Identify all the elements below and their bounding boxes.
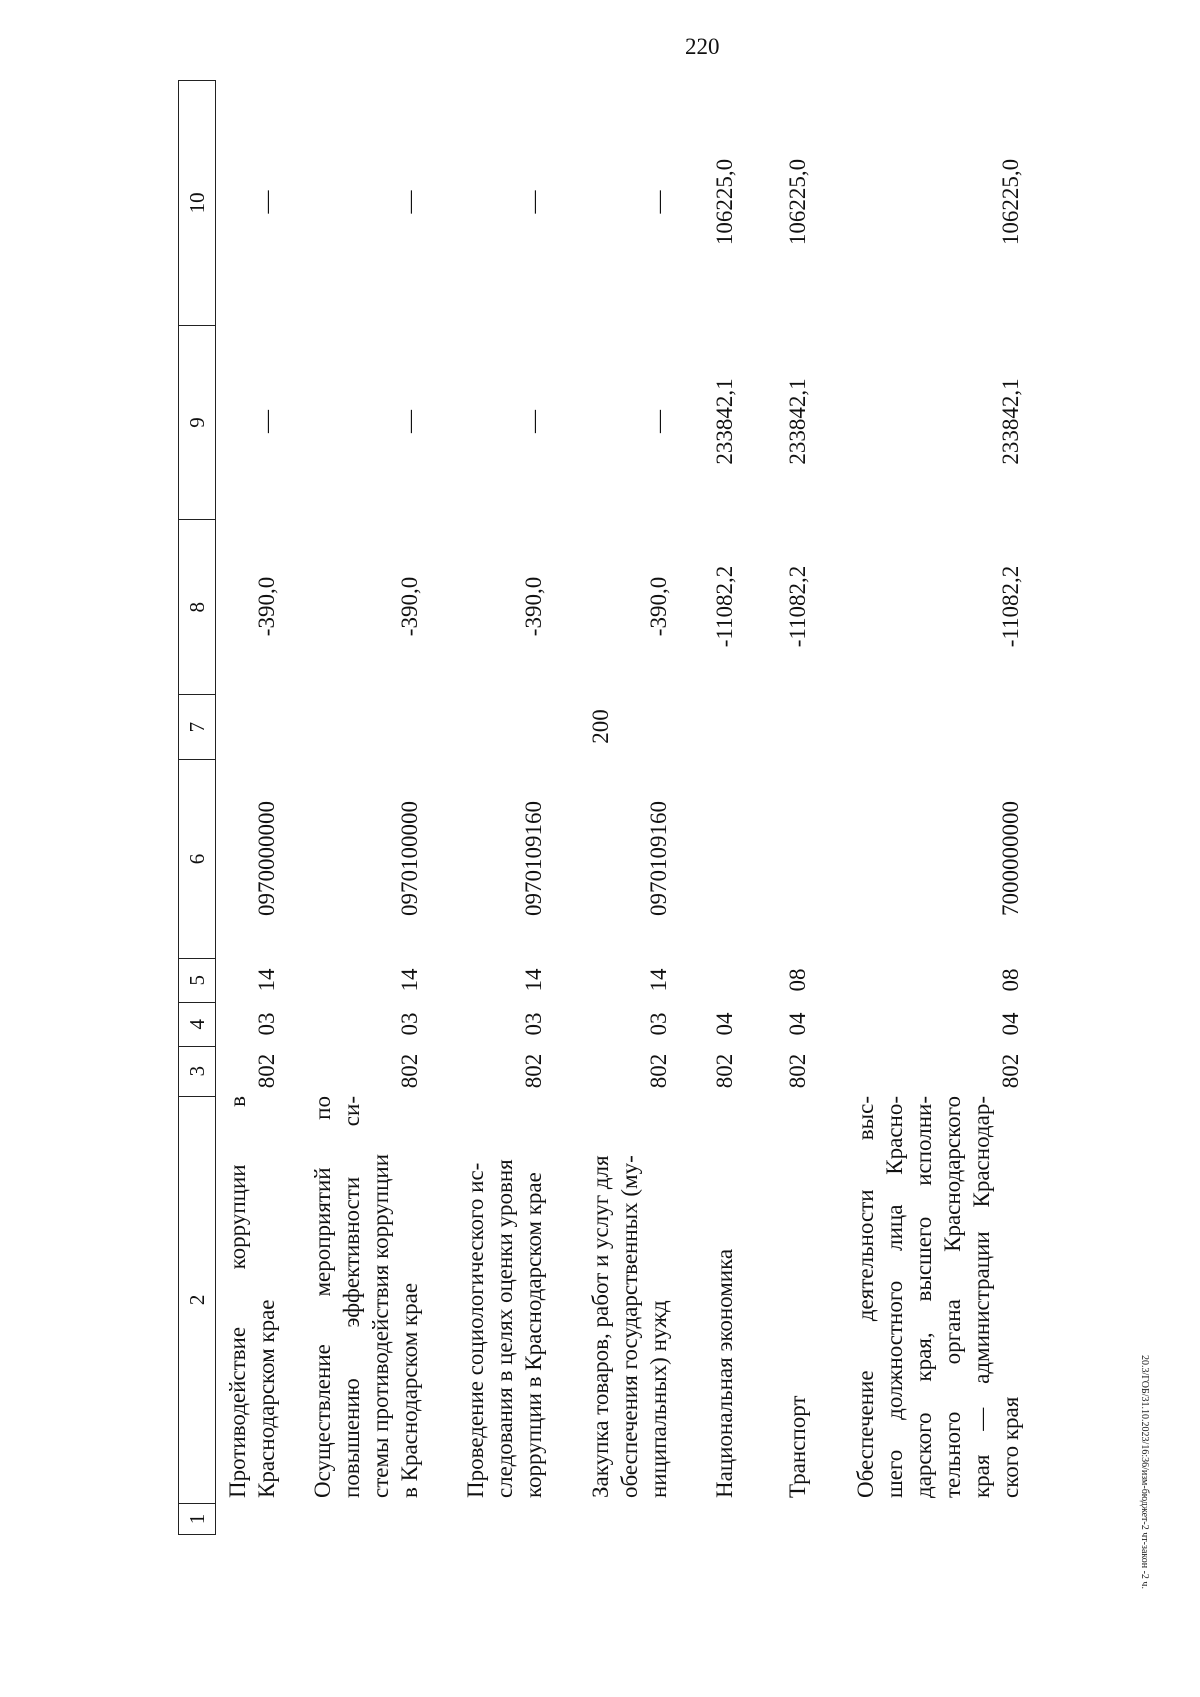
row-name-line: коррупции в Краснодарском крае: [521, 1172, 546, 1498]
cell-col-3: 802: [998, 1053, 1023, 1089]
cell-col-9: —: [521, 410, 546, 433]
cell-col-3: 802: [397, 1053, 422, 1089]
budget-table: [178, 80, 1138, 1535]
cell-col-5: 14: [397, 968, 422, 992]
row-name: [783, 1096, 812, 1498]
cell-col-5: 14: [254, 968, 279, 992]
column-header: 1: [179, 1503, 215, 1534]
cell-col-9: —: [397, 410, 422, 433]
cell-col-8: -11082,2: [998, 565, 1023, 648]
table-header: [178, 80, 216, 1535]
cell-col-3: 802: [521, 1053, 546, 1089]
cell-col-10: —: [646, 190, 671, 214]
cell-col-8: -11082,2: [712, 565, 737, 648]
cell-col-6: 0970109160: [521, 801, 546, 916]
cell-col-10: 106225,0: [998, 158, 1023, 246]
cell-col-8: -390,0: [397, 576, 422, 637]
cell-col-4: 03: [521, 1012, 546, 1036]
row-name-line: повышению эффективности си-: [339, 1096, 364, 1498]
cell-col-8: -390,0: [646, 576, 671, 637]
row-name-line: Краснодарском крае: [254, 1299, 279, 1498]
row-name-line: ниципальных) нужд: [646, 1300, 671, 1498]
row-name-line: стемы противодействия коррупции: [368, 1153, 393, 1498]
column-header: 7: [179, 694, 215, 759]
column-header: 3: [179, 1046, 215, 1096]
cell-col-6: 0970000000: [254, 801, 279, 916]
cell-col-9: —: [646, 410, 671, 433]
cell-col-10: —: [397, 190, 422, 214]
document-footer-code: 20.3/ГОБ/31.10.2023/16:36/изм-бюджет-2 чт-закон -2 ч.: [1139, 1355, 1150, 1589]
row-name: [851, 1096, 1025, 1498]
row-name-line: Закупка товаров, работ и услуг для: [588, 1155, 613, 1498]
row-name: [710, 1096, 739, 1498]
row-name-line: края — администрации Краснодар-: [969, 1096, 994, 1498]
cell-col-5: 14: [646, 968, 671, 992]
row-name-line: Транспорт: [785, 1395, 810, 1498]
row-name-line: Осуществление мероприятий по: [310, 1096, 335, 1498]
column-header: 9: [179, 325, 215, 520]
row-name: [586, 1096, 673, 1498]
cell-col-4: 04: [998, 1012, 1023, 1036]
cell-col-10: 106225,0: [712, 158, 737, 246]
row-name-line: следования в целях оценки уровня: [492, 1159, 517, 1498]
cell-col-6: 0970109160: [646, 801, 671, 916]
cell-col-10: —: [521, 190, 546, 214]
cell-col-3: 802: [712, 1053, 737, 1089]
cell-col-9: 233842,1: [998, 378, 1023, 465]
cell-col-7: 200: [588, 709, 613, 744]
column-header: 5: [179, 958, 215, 1002]
row-name-line: обеспечения государственных (му-: [617, 1155, 642, 1498]
row-name-line: Обеспечение деятельности выс-: [853, 1096, 878, 1498]
cell-col-4: 04: [712, 1012, 737, 1036]
column-header: 2: [179, 1096, 215, 1503]
cell-col-3: 802: [785, 1053, 810, 1089]
row-name-line: Проведение социологического ис-: [463, 1162, 488, 1498]
row-name-line: тельного органа Краснодарского: [940, 1096, 965, 1498]
cell-col-5: 14: [521, 968, 546, 992]
cell-col-9: —: [254, 410, 279, 433]
cell-col-5: 08: [998, 968, 1023, 992]
cell-col-5: 08: [785, 968, 810, 992]
row-name-line: дарского края, высшего исполни-: [911, 1096, 936, 1498]
cell-col-8: -390,0: [254, 576, 279, 637]
cell-col-9: 233842,1: [785, 378, 810, 465]
column-header: 8: [179, 519, 215, 694]
cell-col-4: 03: [397, 1012, 422, 1036]
page-number: 220: [685, 34, 720, 59]
cell-col-8: -390,0: [521, 576, 546, 637]
cell-col-6: 0970100000: [397, 801, 422, 916]
column-header: 6: [179, 759, 215, 958]
row-name: [223, 1096, 281, 1498]
row-name: [461, 1096, 548, 1498]
row-name: [308, 1096, 424, 1498]
row-name-line: Национальная экономика: [712, 1248, 737, 1498]
row-name-line: в Краснодарском крае: [397, 1282, 422, 1498]
row-name-line: шего должностного лица Красно-: [882, 1096, 907, 1498]
cell-col-4: 04: [785, 1012, 810, 1036]
column-header: 4: [179, 1002, 215, 1046]
cell-col-4: 03: [646, 1012, 671, 1036]
cell-col-3: 802: [254, 1053, 279, 1089]
row-name-line: Противодействие коррупции в: [225, 1096, 250, 1498]
cell-col-4: 03: [254, 1012, 279, 1036]
cell-col-8: -11082,2: [785, 565, 810, 648]
cell-col-3: 802: [646, 1053, 671, 1089]
cell-col-6: 7000000000: [998, 801, 1023, 916]
cell-col-9: 233842,1: [712, 378, 737, 465]
row-name-line: ского края: [998, 1396, 1023, 1498]
column-header: 10: [184, 192, 209, 214]
cell-col-10: —: [254, 190, 279, 214]
cell-col-10: 106225,0: [785, 158, 810, 246]
